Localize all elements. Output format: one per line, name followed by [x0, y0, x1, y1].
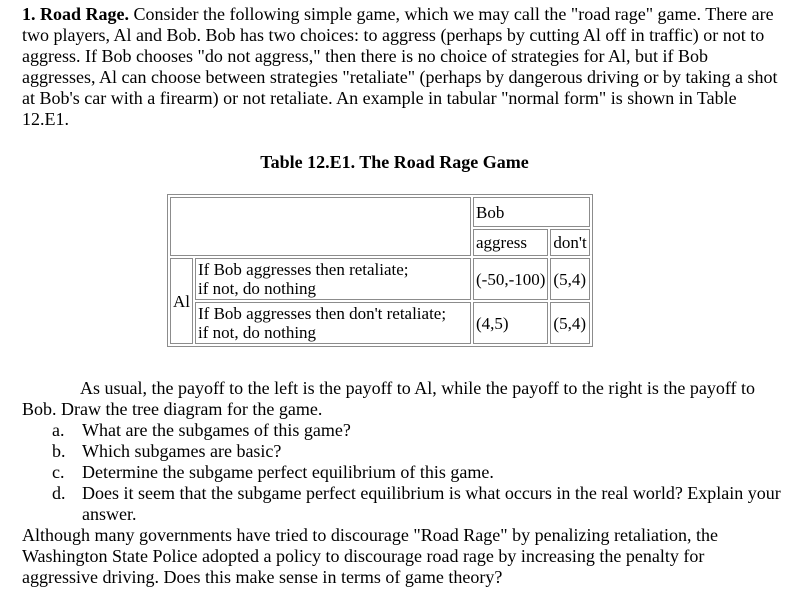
closing-paragraph: Although many governments have tried to discourage "Road Rage" by penalizing retaliation, the Washington State Police adopted a policy to discourage road rage by increasing the penalty for aggressive driving. Does this make sense in terms of game theory? [22, 525, 719, 587]
question-marker: a. [52, 420, 65, 440]
question-item [22, 483, 782, 525]
problem-number: 1. [22, 4, 36, 24]
question-text: Does it seem that the subgame perfect equilibrium is what occurs in the real world? Explain your answer. [82, 483, 781, 524]
table-corner [170, 197, 471, 256]
after-table-section [22, 378, 782, 588]
payoff-cell: (-50,-100) [473, 258, 548, 300]
table-caption: Table 12.E1. The Road Rage Game [260, 152, 529, 172]
question-text: Determine the subgame perfect equilibrium of this game. [82, 462, 494, 482]
row-player-header: Al [170, 258, 193, 344]
question-marker: c. [52, 462, 65, 482]
problem-title: Road Rage. [40, 4, 129, 24]
payoff-cell: (5,4) [550, 258, 589, 300]
problem-intro-text: Consider the following simple game, which we may call the "road rage" game. There are two players, Al and Bob. Bob has two choices: to aggress (perhaps by cutting Al off in traffic) or not to aggress. If Bob chooses "do not aggress," then there is no choice of strategies for Al, but if Bob aggresses, Al can choose between strategies "retaliate" (perhaps by dangerous driving or by taking a shot at Bob's car with a firearm) or not retaliate. An example in tabular "normal form" is shown in Table 12.E1. [22, 4, 778, 129]
payoff-cell: (5,4) [550, 302, 589, 344]
question-item [22, 420, 782, 441]
row-strategy-line: If Bob aggresses then retaliate; [198, 260, 409, 279]
col-strategy-dont: don't [550, 229, 589, 256]
row-strategy-retaliate [195, 258, 471, 300]
question-item [22, 462, 782, 483]
question-marker: b. [52, 441, 66, 461]
row-strategy-line: if not, do nothing [198, 323, 317, 342]
col-strategy-aggress: aggress [473, 229, 548, 256]
col-player-header: Bob [473, 197, 590, 227]
payoff-cell: (4,5) [473, 302, 548, 344]
question-text: Which subgames are basic? [82, 441, 282, 461]
payoff-table [167, 194, 593, 347]
question-text: What are the subgames of this game? [82, 420, 351, 440]
question-marker: d. [52, 483, 66, 503]
row-strategy-line: if not, do nothing [198, 279, 317, 298]
row-strategy-line: If Bob aggresses then don't retaliate; [198, 304, 447, 323]
problem-intro [22, 4, 782, 130]
row-strategy-dont-retaliate [195, 302, 471, 344]
question-list [22, 420, 782, 525]
after-table-text: As usual, the payoff to the left is the payoff to Al, while the payoff to the right is the payoff to Bob. Draw the tree diagram for the game. [22, 378, 756, 419]
question-item [22, 441, 782, 462]
